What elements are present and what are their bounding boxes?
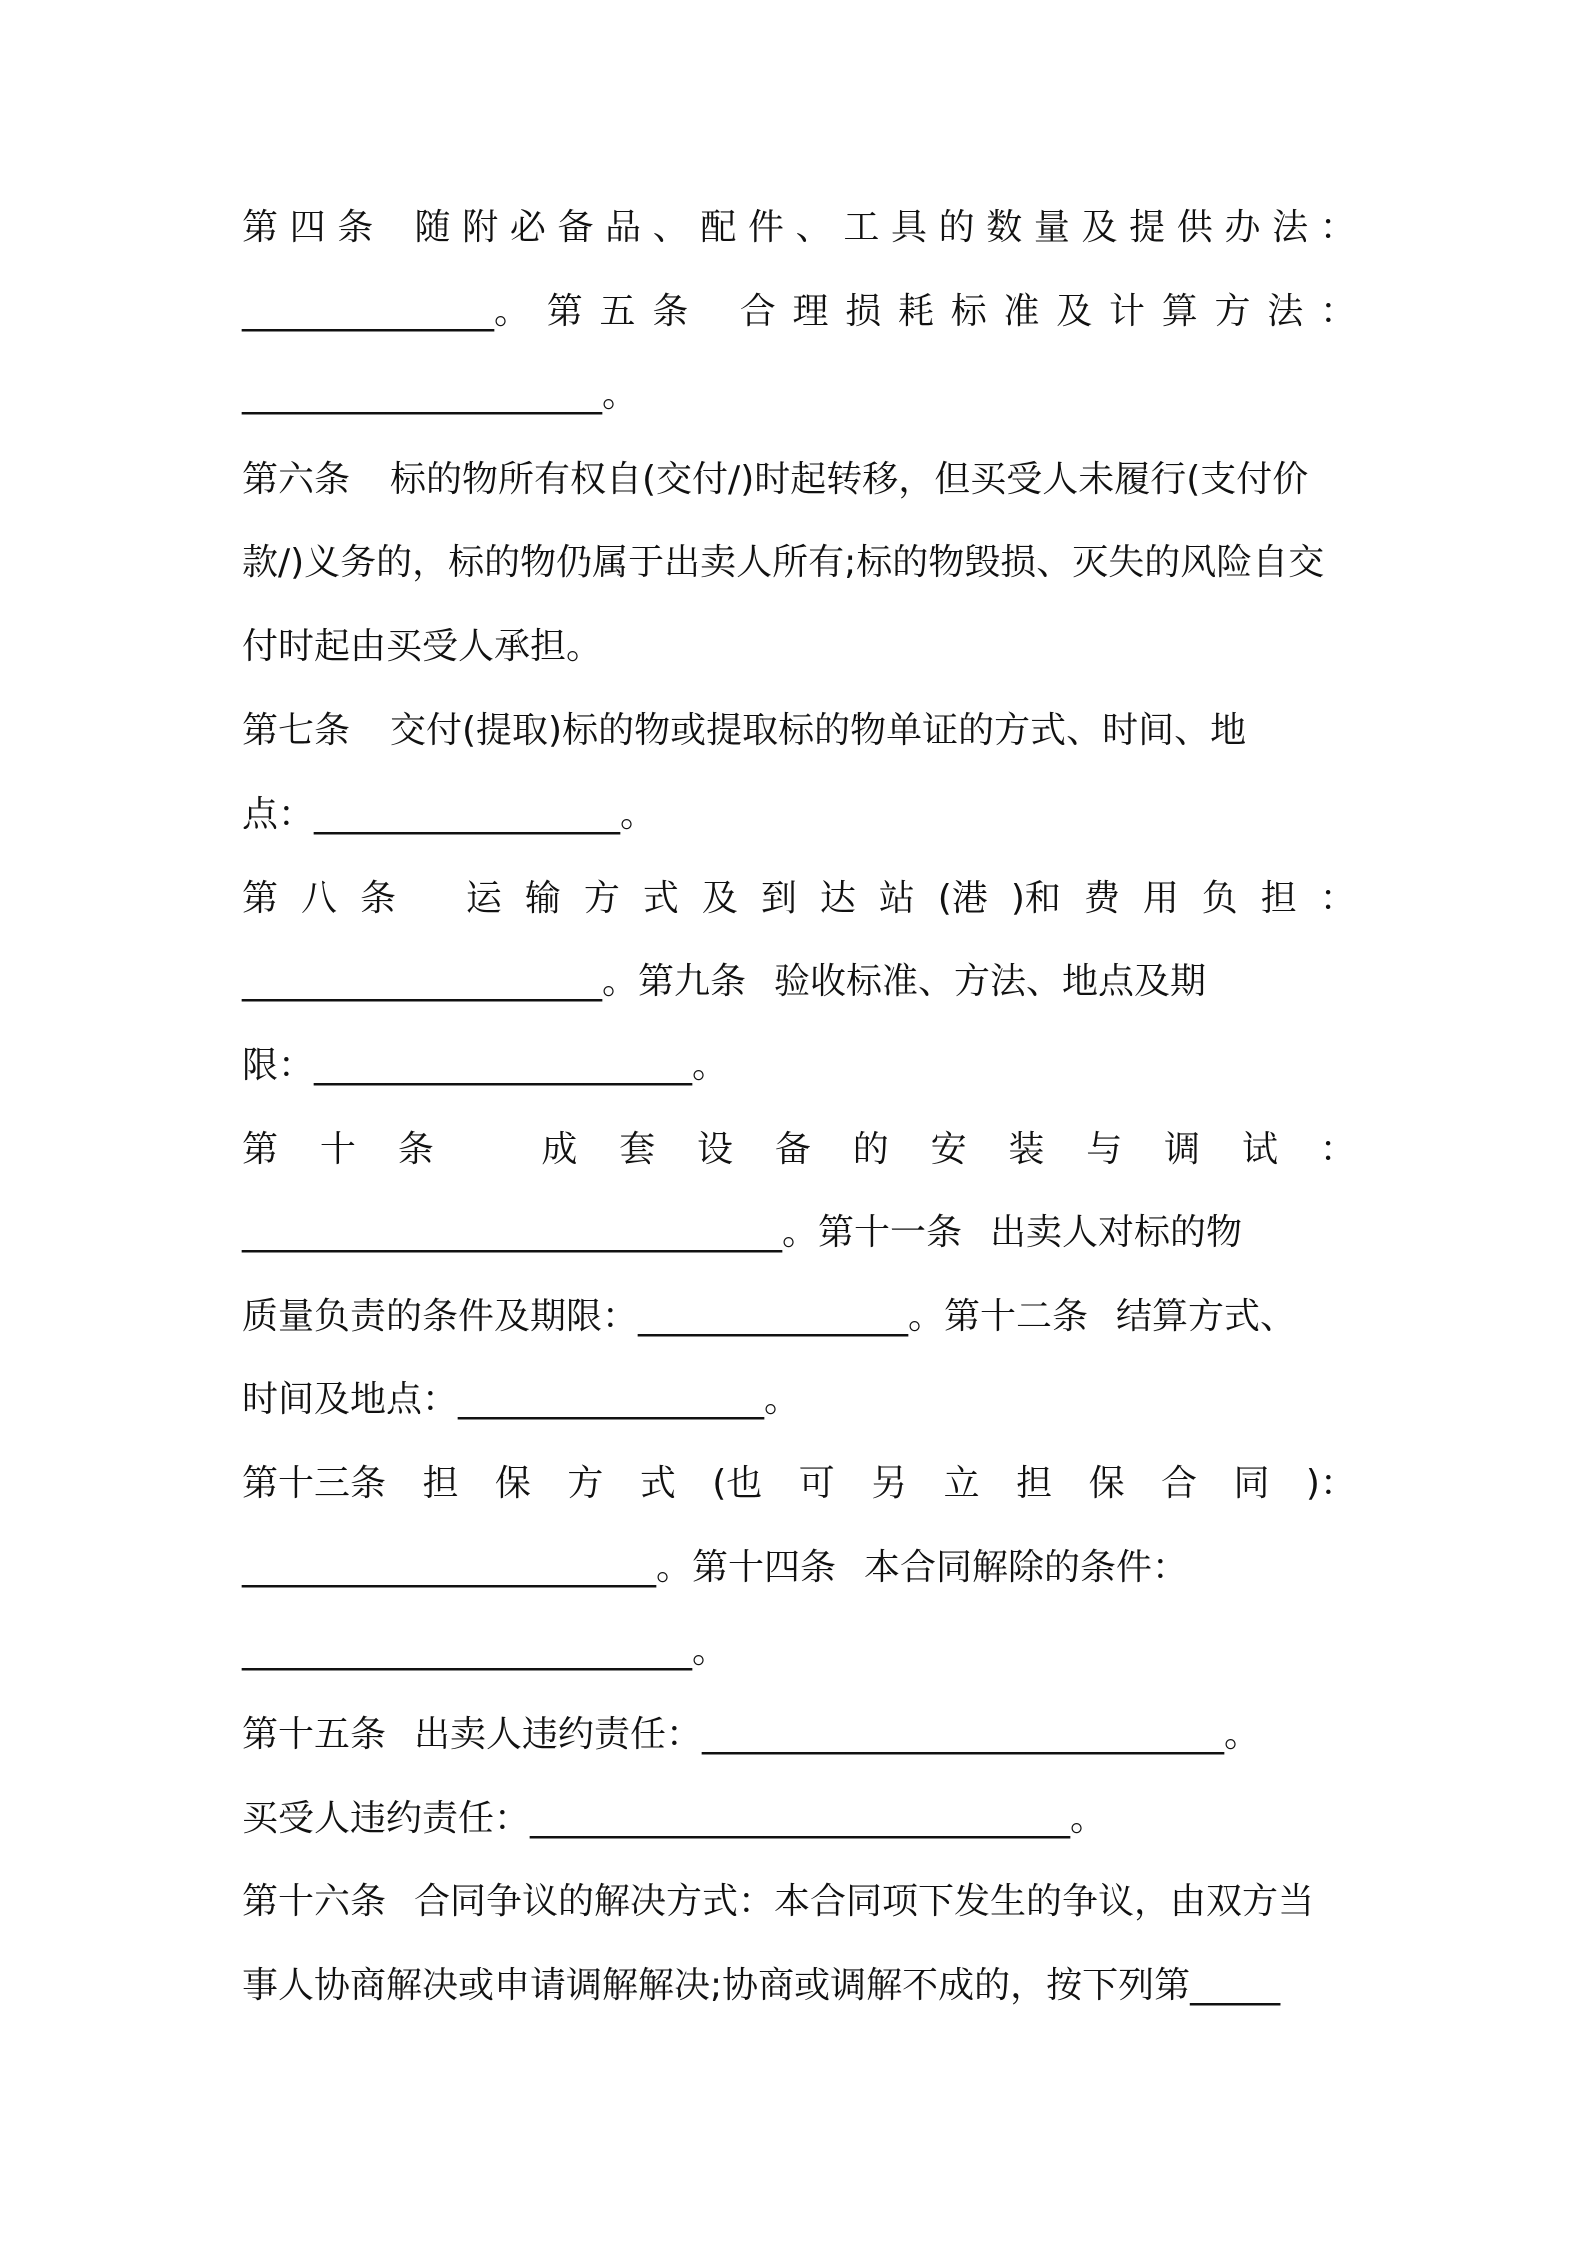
article-6-line-3: 付时起由买受人承担。	[242, 626, 603, 667]
article-12-line-2: 时间及地点：_________________。	[242, 1379, 801, 1420]
article-4-title-char: 、	[652, 207, 689, 248]
article-4-title-char: 配	[700, 207, 737, 248]
article-14-line-1	[242, 1543, 1356, 1593]
article-16-label: 第十六条	[242, 1881, 387, 1922]
article-16-text: 合同争议的解决方式：本合同项下发生的争议，由双方当	[414, 1881, 1315, 1922]
article-5-title-char: 耗	[897, 291, 934, 332]
article-6-line-2: 款/)义务的，标的物仍属于出卖人所有;标的物毁损、灭失的风险自交	[242, 542, 1325, 583]
article-4-title-char: 法	[1272, 207, 1309, 248]
article-8-title-char: 费	[1083, 878, 1120, 919]
article-8-title-char: ：	[1319, 878, 1356, 919]
article-8-title-char: 及	[701, 878, 738, 919]
article-10-label-char: 条	[397, 1129, 434, 1170]
article-10-title-char: 成	[541, 1129, 578, 1170]
article-10-label-char: 第	[242, 1129, 279, 1170]
article-8-title-char: )和	[1010, 878, 1061, 919]
article-4-title-char: 附	[462, 207, 499, 248]
article-10-title-char: 试	[1241, 1129, 1278, 1170]
article-9-line-2: 限：_____________________。	[242, 1045, 729, 1086]
article-4-title-char: 品	[605, 207, 642, 248]
article-14-line-2: _________________________。	[242, 1630, 728, 1671]
article-5-title-char: 方	[1214, 291, 1251, 332]
article-8-heading	[242, 874, 1356, 924]
article-10-title-char: 设	[697, 1129, 734, 1170]
article-8-title-char: 担	[1260, 878, 1297, 919]
article-4-title-char: 、	[795, 207, 832, 248]
article-5-title-char: 算	[1161, 291, 1198, 332]
article-4-label-char: 四	[289, 207, 326, 248]
article-8-title-char: 输	[524, 878, 561, 919]
article-13-title-char: (也	[712, 1463, 763, 1504]
article-5-blank: ____________________。	[242, 374, 638, 415]
article-8-title-char: 运	[465, 878, 502, 919]
article-5-label-char: 条	[652, 291, 689, 332]
article-10-title-char: 安	[930, 1129, 967, 1170]
article-4-label-char: 条	[337, 207, 374, 248]
article-7-label: 第七条	[242, 710, 351, 751]
article-13-title-char: 保	[494, 1463, 531, 1504]
article-5-title-char: 及	[1056, 291, 1093, 332]
article-4-title-char: 随	[414, 207, 451, 248]
article-4-title-char: 工	[843, 207, 880, 248]
article-13-title-char: 担	[1016, 1463, 1053, 1504]
article-10-title-char: 与	[1086, 1129, 1123, 1170]
article-10-title-char: ：	[1319, 1129, 1356, 1170]
article-7-text: 交付(提取)标的物或提取标的物单证的方式、时间、地	[390, 710, 1247, 751]
article-4-title-char: 量	[1033, 207, 1070, 248]
article-5-title-char: 理	[792, 291, 829, 332]
article-6-text: 标的物所有权自(交付/)时起转移，但买受人未履行(支付价	[390, 459, 1309, 500]
article-11-line-2	[242, 1292, 1356, 1342]
article-4-title-char: 及	[1081, 207, 1118, 248]
article-4-title-char: 办	[1224, 207, 1261, 248]
article-4-title-char: 备	[557, 207, 594, 248]
article-8-label-char: 第	[242, 878, 279, 919]
article-4-title-char: 必	[509, 207, 546, 248]
article-13-title-char: 合	[1161, 1463, 1198, 1504]
article-4-title-char: 数	[986, 207, 1023, 248]
article-11-text: 出卖人对标的物	[990, 1212, 1243, 1253]
article-13-title-char: 立	[943, 1463, 980, 1504]
article-5-label-char: 第	[546, 291, 583, 332]
article-11-line-1	[242, 1208, 1356, 1258]
article-10-title-char: 调	[1164, 1129, 1201, 1170]
article-15-line-1	[242, 1710, 1356, 1760]
article-7-line-2: 点：_________________。	[242, 794, 657, 835]
article-13-title-char: 保	[1088, 1463, 1125, 1504]
article-13-title-char: 可	[798, 1463, 835, 1504]
article-8-title-char: 达	[819, 878, 856, 919]
article-11-text-2: 质量负责的条件及期限：_______________。	[242, 1296, 945, 1337]
article-8-title-char: (港	[937, 878, 988, 919]
article-13-blank: _______________________。	[242, 1547, 692, 1588]
article-13-title-char: )：	[1305, 1463, 1356, 1504]
article-10-blank: ______________________________。	[242, 1212, 818, 1253]
article-4-title-char: ：	[1319, 207, 1356, 248]
article-4-title-char: 供	[1176, 207, 1213, 248]
article-4-label-char: 第	[242, 207, 279, 248]
article-13-label: 第十三条	[242, 1463, 387, 1504]
article-15-text: 出卖人违约责任：_____________________________。	[414, 1714, 1261, 1755]
article-4-blank: ______________。	[242, 291, 530, 332]
article-5-heading	[242, 287, 1356, 337]
article-4-title-char: 的	[938, 207, 975, 248]
article-10-title-char: 装	[1008, 1129, 1045, 1170]
article-5-title-char: 损	[845, 291, 882, 332]
article-5-title-char: ：	[1319, 291, 1356, 332]
article-5-title-char: 计	[1108, 291, 1145, 332]
article-5-title-char: 法	[1267, 291, 1304, 332]
article-13-title-char: 担	[422, 1463, 459, 1504]
article-8-title-char: 式	[642, 878, 679, 919]
article-16-line-1	[242, 1877, 1356, 1927]
article-12-label: 第十二条	[944, 1296, 1089, 1337]
article-4-heading	[242, 203, 1356, 253]
article-14-text: 本合同解除的条件：	[864, 1547, 1189, 1588]
article-5-label-char: 五	[599, 291, 636, 332]
article-8-blank: ____________________。	[242, 961, 638, 1002]
article-10-title-char: 套	[619, 1129, 656, 1170]
article-5-title-char: 准	[1003, 291, 1040, 332]
article-11-label: 第十一条	[818, 1212, 963, 1253]
article-8-label-char: 八	[300, 878, 337, 919]
article-15-line-2: 买受人违约责任：______________________________。	[242, 1798, 1107, 1839]
article-15-label: 第十五条	[242, 1714, 387, 1755]
article-13-title-char: 另	[871, 1463, 908, 1504]
article-13-heading	[242, 1459, 1356, 1509]
article-9-label: 第九条	[638, 961, 747, 1002]
article-5-title-char: 合	[739, 291, 776, 332]
article-9-text: 验收标准、方法、地点及期	[774, 961, 1207, 1002]
article-13-title-char: 方	[567, 1463, 604, 1504]
article-16-line-2: 事人协商解决或申请调解解决;协商或调解不成的，按下列第_____	[242, 1965, 1281, 2006]
article-6-line-1	[242, 455, 1356, 505]
article-10-label-char: 十	[319, 1129, 356, 1170]
article-8-label-char: 条	[359, 878, 396, 919]
article-9-line-1	[242, 957, 1356, 1007]
article-8-title-char: 站	[878, 878, 915, 919]
article-12-text: 结算方式、	[1116, 1296, 1297, 1337]
article-13-title-char: 式	[639, 1463, 676, 1504]
article-4-title-char: 件	[748, 207, 785, 248]
article-5-title-char: 标	[950, 291, 987, 332]
article-13-title-char: 同	[1233, 1463, 1270, 1504]
article-6-label: 第六条	[242, 459, 351, 500]
article-10-title-char: 备	[774, 1129, 811, 1170]
article-7-line-1	[242, 706, 1356, 756]
article-14-label: 第十四条	[692, 1547, 837, 1588]
article-8-title-char: 负	[1201, 878, 1238, 919]
article-4-title-char: 提	[1129, 207, 1166, 248]
article-4-title-char: 具	[890, 207, 927, 248]
article-10-title-char: 的	[852, 1129, 889, 1170]
article-8-title-char: 到	[760, 878, 797, 919]
article-10-heading	[242, 1125, 1356, 1175]
article-8-title-char: 用	[1142, 878, 1179, 919]
article-8-title-char: 方	[583, 878, 620, 919]
